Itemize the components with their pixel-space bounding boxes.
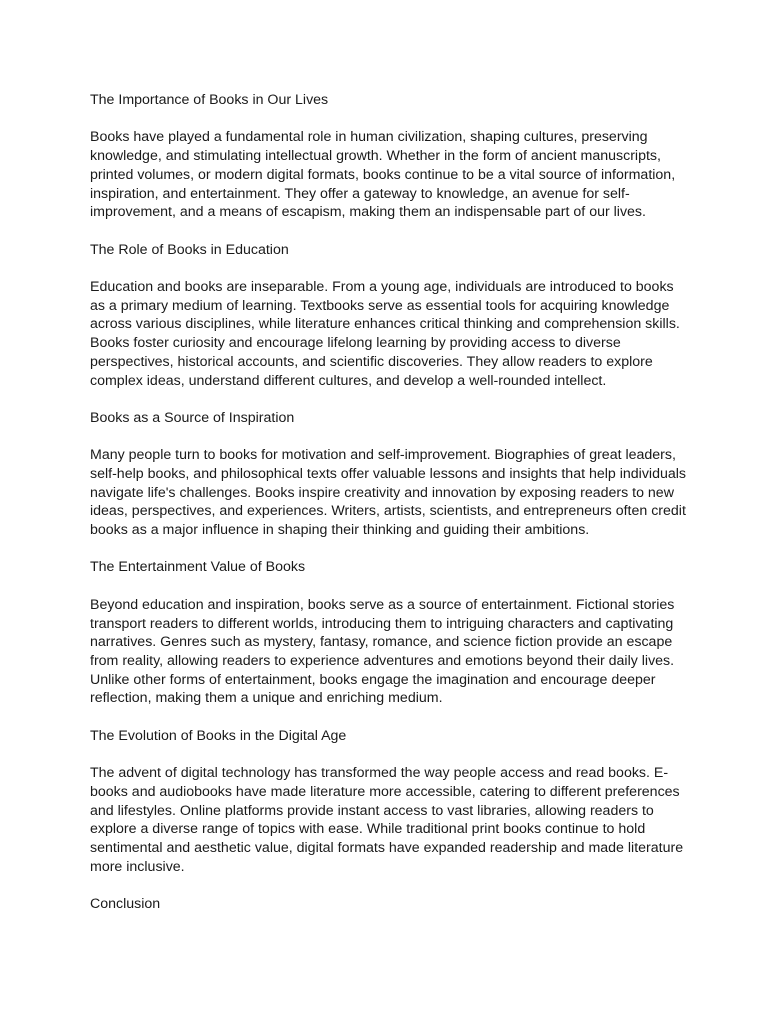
document-title: The Importance of Books in Our Lives bbox=[90, 92, 329, 108]
section-heading-education: The Role of Books in Education bbox=[90, 241, 289, 258]
section-heading-conclusion: Conclusion bbox=[90, 896, 161, 913]
section-heading-digital-age: The Evolution of Books in the Digital Age bbox=[90, 727, 347, 744]
section-body-entertainment: Beyond education and inspiration, books serve as a source of entertainment. Fictional stories transport readers to different worlds, introducing them to intriguing characters and captivating narratives. Genres such as mystery, fantasy, romance, and science fiction provide an escape from reality, allowing readers to experience adventures and emotions beyond their daily lives. Unlike other forms of entertainment, books engage the imagination and encourage deeper reflection, making them a unique and enriching medium. bbox=[90, 596, 675, 707]
section-body-inspiration: Many people turn to books for motivation and self-improvement. Biographies of great leaders, self-help books, and philosophical texts offer valuable lessons and insights that help individuals navigate life's challenges. Books inspire creativity and innovation by exposing readers to new ideas, perspectives, and experiences. Writers, artists, scientists, and entrepreneurs often credit books as a major influence in shaping their thinking and guiding their ambitions. bbox=[90, 447, 686, 539]
document-body bbox=[90, 91, 686, 932]
section-heading-inspiration: Books as a Source of Inspiration bbox=[90, 409, 295, 426]
section-body-education: Education and books are inseparable. From a young age, individuals are introduced to books as a primary medium of learning. Textbooks serve as essential tools for acquiring knowledge across various disciplines, while literature enhances critical thinking and comprehension skills. Books foster curiosity and encourage lifelong learning by providing access to diverse perspectives, historical accounts, and scientific discoveries. They allow readers to explore complex ideas, understand different cultures, and develop a well-rounded intellect. bbox=[90, 278, 680, 389]
section-body-digital-age: The advent of digital technology has transformed the way people access and read books. E-books and audiobooks have made literature more accessible, catering to different preferences and lifestyles. Online platforms provide instant access to vast libraries, allowing readers to explore a diverse range of topics with ease. While traditional print books continue to hold sentimental and aesthetic value, digital formats have expanded readership and made literature more inclusive. bbox=[90, 765, 684, 875]
intro-paragraph: Books have played a fundamental role in human civilization, shaping cultures, preserving knowledge, and stimulating intellectual growth. Whether in the form of ancient manuscripts, printed volumes, or modern digital formats, books continue to be a vital source of information, inspiration, and entertainment. They offer a gateway to knowledge, an avenue for self-improvement, and a means of escapism, making them an indispensable part of our lives. bbox=[90, 129, 676, 221]
section-heading-entertainment: The Entertainment Value of Books bbox=[90, 559, 306, 576]
